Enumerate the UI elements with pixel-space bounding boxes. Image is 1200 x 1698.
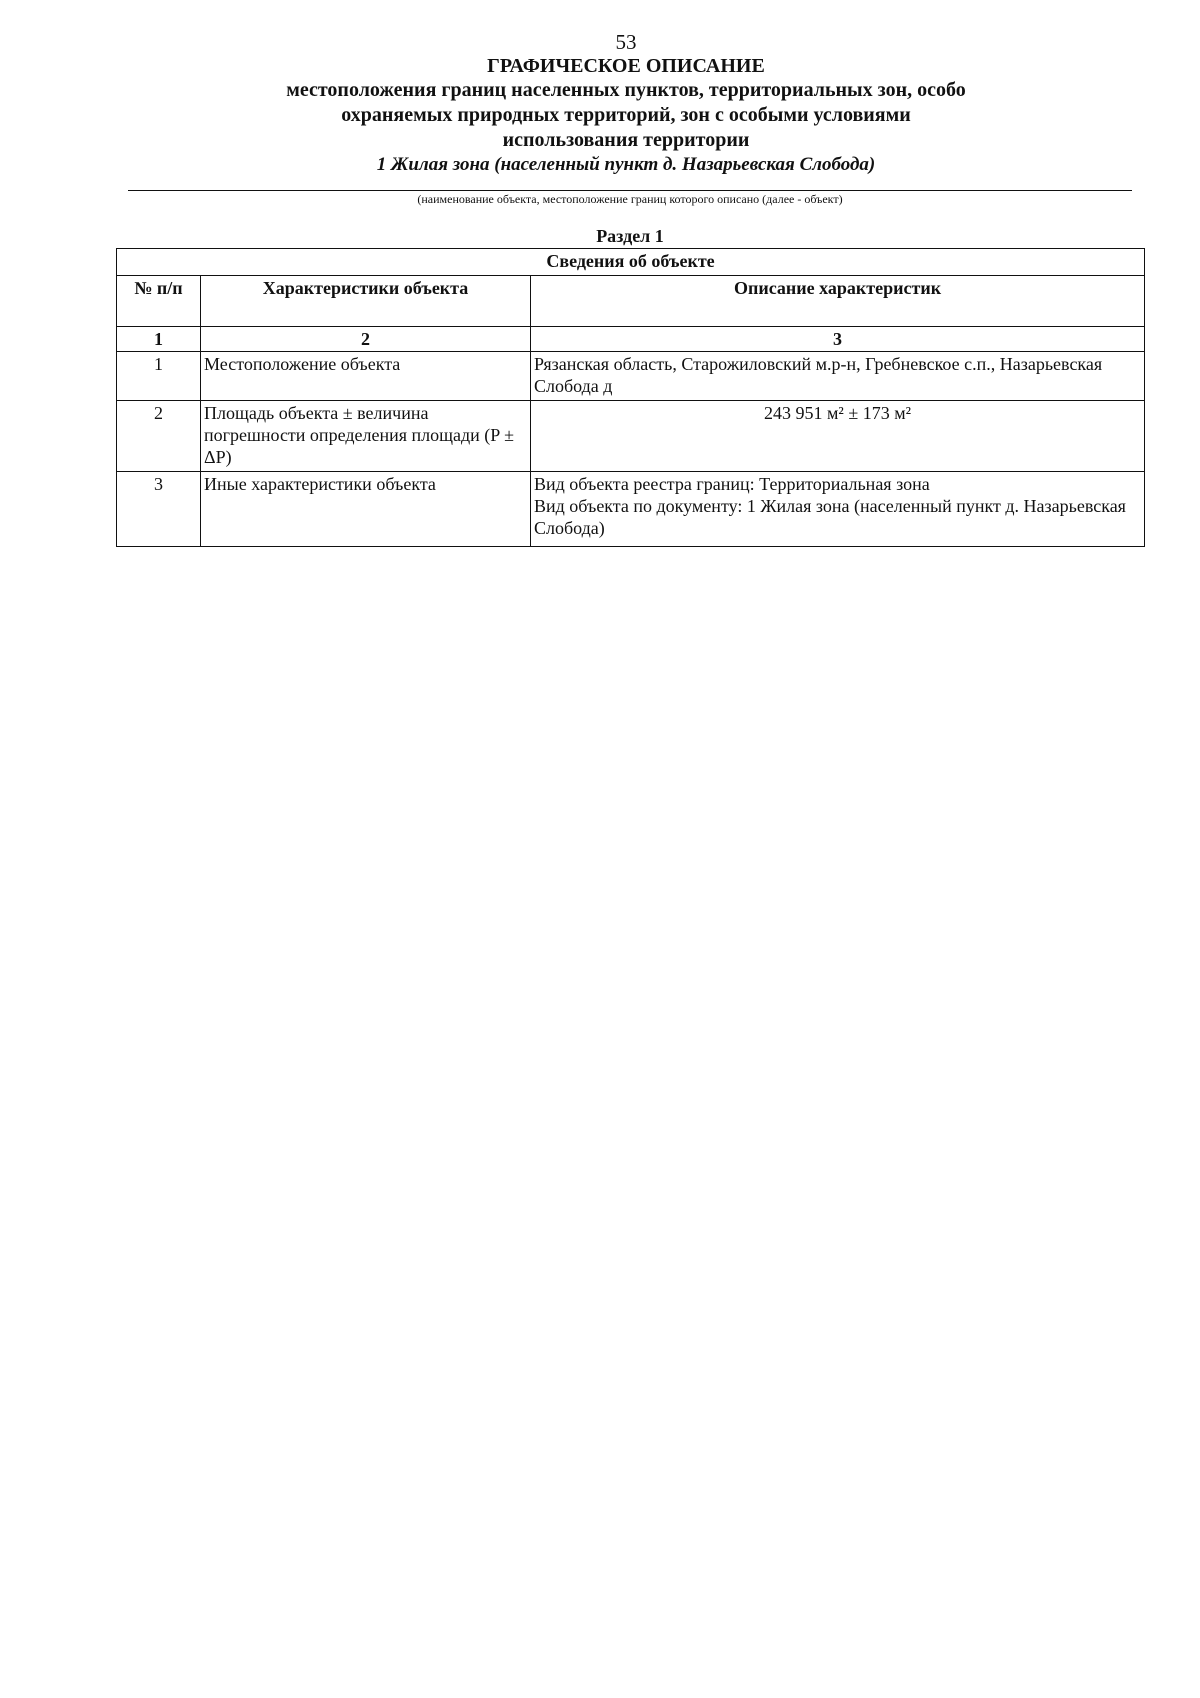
row-number: 2 [117,401,201,472]
document-header [120,30,1132,177]
row-characteristic: Площадь объекта ± величина погрешности определения площади (P ± ΔP) [201,401,531,472]
column-header-number: № п/п [117,276,201,327]
object-name-caption: (наименование объекта, местоположение границ которого описано (далее - объект) [417,192,843,206]
description-line: Рязанская область, Старожиловский м.р-н, Гребневское с.п., Назарьевская Слобода д [534,354,1103,396]
column-number-3: 3 [531,327,1145,352]
object-info-table [116,248,1145,547]
document-subtitle: местоположения границ населенных пунктов, территориальных зон, особо охраняемых природных территорий, зон с особыми условиями использования территории [286,79,966,151]
description-line: Вид объекта реестра границ: Территориальная зона [534,474,930,494]
column-header-characteristic: Характеристики объекта [201,276,531,327]
row-description [531,352,1145,401]
object-name-underline [128,190,1132,191]
column-numbers-row [117,327,1145,352]
row-number: 3 [117,472,201,547]
page-number: 53 [615,30,637,54]
description-line: 243 951 м² ± 173 м² [764,403,911,423]
table-header-row [117,276,1145,327]
object-name: 1 Жилая зона (населенный пункт д. Назарьевская Слобода) [376,154,876,175]
row-description [531,401,1145,472]
row-number: 1 [117,352,201,401]
description-line: Вид объекта по документу: 1 Жилая зона (населенный пункт д. Назарьевская Слобода) [534,496,1126,538]
column-number-1: 1 [117,327,201,352]
table-caption-row [117,249,1145,276]
table-row [117,401,1145,472]
table-row [117,472,1145,547]
row-description [531,472,1145,547]
section-title: Раздел 1 [596,226,664,246]
document-title: ГРАФИЧЕСКОЕ ОПИСАНИЕ [487,55,765,77]
column-number-2: 2 [201,327,531,352]
column-header-description: Описание характеристик [531,276,1145,327]
table-caption: Сведения об объекте [117,249,1145,276]
row-characteristic: Местоположение объекта [201,352,531,401]
table-row [117,352,1145,401]
row-characteristic: Иные характеристики объекта [201,472,531,547]
